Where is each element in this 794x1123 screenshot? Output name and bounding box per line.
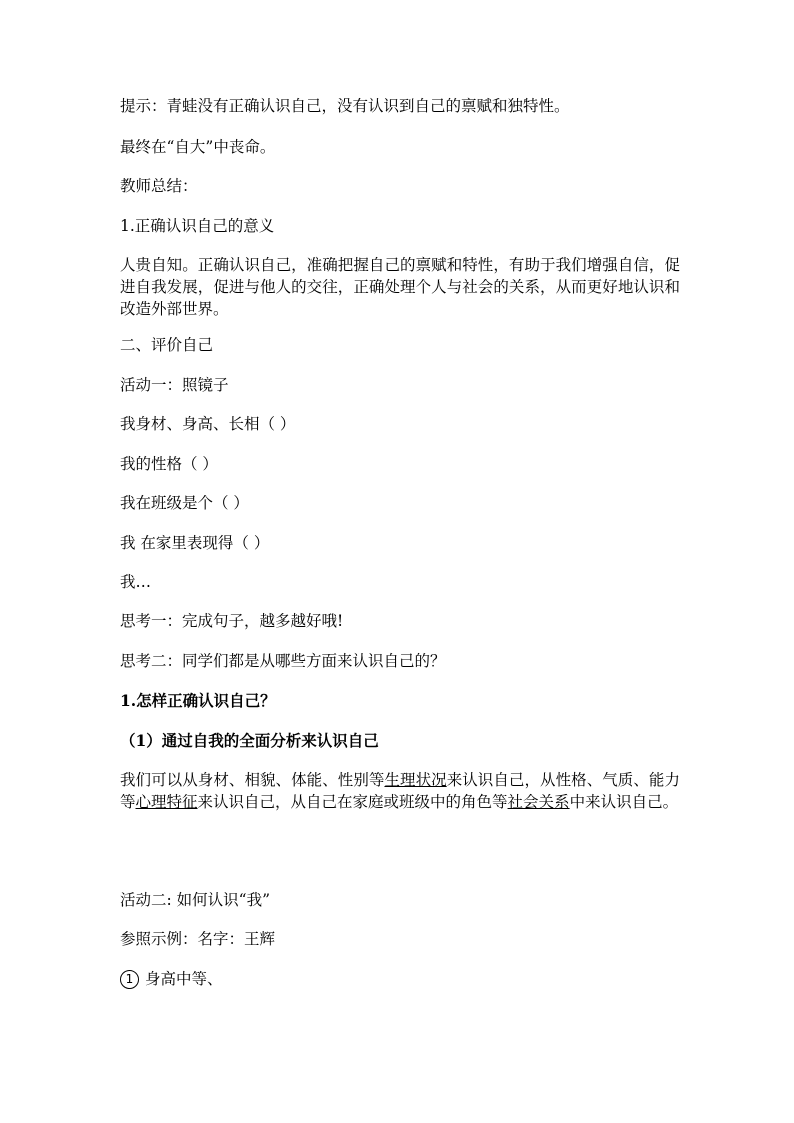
meaning-paragraph: 人贵自知。正确认识自己，准确把握自己的禀赋和特性，有助于我们增强自信，促进自我发展，促进与他人的交往，正确处理个人与社会的关系，从而更好地认识和改造外部世界。: [120, 256, 680, 318]
psychological-term: 心理特征: [135, 793, 198, 811]
home-behavior-line: 我 在家里表现得（ ）: [120, 534, 270, 552]
meaning-heading: 1.正确认识自己的意义: [120, 217, 275, 235]
activity-two-heading: 活动二: 如何认识“我”: [120, 891, 270, 909]
how-to-know-heading: 1.怎样正确认识自己？: [120, 691, 276, 710]
example-line: 参照示例：名字：王辉: [120, 930, 276, 948]
item-one-text: 身高中等、: [145, 970, 223, 988]
physiological-term: 生理状况: [384, 771, 447, 789]
hint-line: 提示：青蛙没有正确认识自己，没有认识到自己的禀赋和独特性。: [120, 97, 570, 115]
activity-one-heading: 活动一：照镜子: [120, 376, 229, 394]
ending-line: 最终在“自大”中丧命。: [120, 138, 276, 156]
think-one-line: 思考一：完成句子，越多越好哦!: [120, 612, 344, 630]
analysis-text-4: 中来认识自己。: [569, 793, 679, 811]
self-analysis-subheading: （1）通过自我的全面分析来认识自己: [120, 731, 379, 750]
think-two-line: 思考二：同学们都是从哪些方面来认识自己的？: [120, 652, 446, 670]
social-relation-term: 社会关系: [507, 793, 570, 811]
analysis-paragraph: [120, 769, 680, 813]
teacher-summary-label: 教师总结：: [120, 177, 198, 195]
character-line: 我的性格（ ）: [120, 455, 218, 473]
analysis-text-1: 我们可以从身材、相貌、体能、性别等: [120, 771, 385, 789]
class-role-line: 我在班级是个（ ）: [120, 494, 249, 512]
analysis-text-2: 来认识自己，从性格、气质、能力等: [120, 771, 680, 811]
circled-number-one: 1: [120, 970, 139, 989]
body-appearance-line: 我身材、身高、长相（ ）: [120, 415, 296, 433]
me-ellipsis-line: 我…: [120, 573, 152, 591]
analysis-text-3: 来认识自己，从自己在家庭或班级中的角色等: [197, 793, 508, 811]
section-two-heading: 二、评价自己: [120, 336, 214, 354]
item-one-line: [120, 969, 223, 989]
